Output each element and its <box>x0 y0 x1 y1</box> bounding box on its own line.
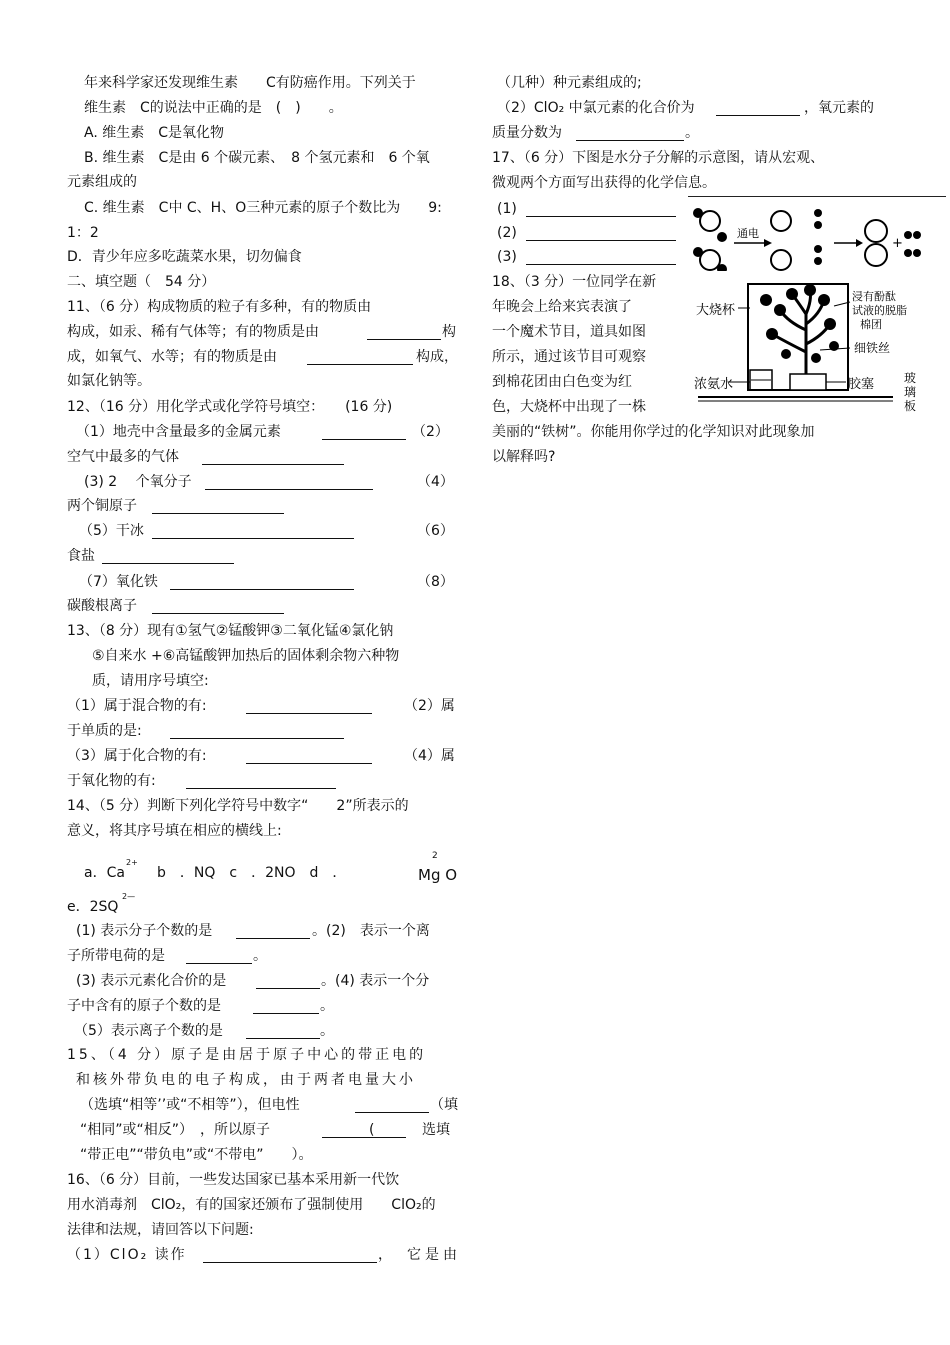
q12-blank-6[interactable] <box>102 551 234 564</box>
q14-item2: 。(2) 表示一个离 <box>312 923 430 939</box>
q14-line2: 意义，将其序号填在相应的横线上: <box>67 823 282 839</box>
q18-line2: 年晚会上给来宾表演了 <box>492 299 632 315</box>
water-decomposition-figure <box>688 196 946 271</box>
q14-symbol-d: Mg O <box>418 866 458 884</box>
q13-item4: 于氧化物的有: <box>67 773 156 789</box>
q11-line3-end: 构成， <box>416 349 458 365</box>
molecule-o-atom <box>771 211 791 231</box>
q12-item8: 碳酸根离子 <box>67 598 137 614</box>
label-stopper: 胶塞 <box>848 377 875 392</box>
q12-blank-7[interactable] <box>170 577 354 590</box>
q16-item1-end: ， 它是由 <box>378 1247 461 1263</box>
q13-line2: ⑤自来水 +⑥高锰酸钾加热后的固体剩余物六种物 <box>92 648 400 664</box>
q14-line1: 14、（5 分）判断下列化学符号中数字“ 2”所表示的 <box>67 798 409 814</box>
q13-blank-1[interactable] <box>246 701 372 714</box>
q15-line3: （选填“相等’’或“不相等”），但电性 <box>80 1097 300 1113</box>
q12-item2-num: （2） <box>412 424 449 440</box>
q17-blank-3[interactable] <box>526 252 676 265</box>
q13-line1: 13、（8 分）现有①氢气②锰酸钾③二氧化锰④氯化钠 <box>67 623 394 639</box>
q14-symbols-bcd: b ．NQ c ．2NO d ． <box>157 865 347 881</box>
q14-symbol-e-charge: 2— <box>122 892 136 901</box>
o2-atom <box>865 244 887 266</box>
q12-blank-5[interactable] <box>152 526 354 539</box>
q17-line2: 微观两个方面写出获得的化学信息。 <box>492 175 716 191</box>
q12-item6-num: （6） <box>417 523 454 539</box>
q10-option-a: A. 维生素 C是氧化物 <box>84 125 225 141</box>
q15-line1: 15、（4 分）原子是由居于原子中心的带正电的 <box>67 1047 427 1063</box>
q12-item7: （7）氧化铁 <box>79 574 158 590</box>
q17-item2: (2) <box>497 225 517 241</box>
q12-item5: （5）干冰 <box>79 523 144 539</box>
q14-item3: (3) 表示元素化合价的是 <box>76 973 227 989</box>
q16-item1: （1）ClO₂ 读作 <box>67 1247 187 1263</box>
q17-blank-2[interactable] <box>526 228 676 241</box>
q12-blank-1[interactable] <box>322 427 406 440</box>
q15-line4-end: 选填 <box>422 1122 450 1138</box>
q15-line3-end: （填 <box>430 1097 458 1113</box>
label-glass-3: 板 <box>904 399 917 413</box>
q10-option-b: B. 维生素 C是由 6 个碳元素、 8 个氢元素和 6 个氧 <box>84 150 430 166</box>
q13-blank-3[interactable] <box>246 751 372 764</box>
q12-item1: （1）地壳中含量最多的金属元素 <box>76 424 281 440</box>
q14-item2-end: 。 <box>253 948 267 964</box>
molecule-o-atom <box>700 250 720 270</box>
q15-line5: “带正电”“带负电”或“不带电” ）。 <box>80 1147 313 1163</box>
q12-blank-8[interactable] <box>152 601 284 614</box>
label-cotton-1: 浸有酚酞 <box>852 290 896 303</box>
q11-line4: 如氯化钠等。 <box>67 373 151 389</box>
q12-item3: (3) 2 个氧分子 <box>84 474 192 490</box>
water-decomposition-diagram <box>688 197 946 271</box>
q16-line3: 法律和法规，请回答以下问题: <box>67 1222 254 1238</box>
q14-symbol-e: e．2SQ <box>67 899 119 915</box>
q13-item1: （1）属于混合物的有: <box>67 698 207 714</box>
q12-item2: 空气中最多的气体 <box>67 449 179 465</box>
q16-cont-line1: （几种）种元素组成的; <box>497 75 642 91</box>
q14-symbol-d-valence: 2 <box>432 851 438 861</box>
iron-tree-diagram <box>688 272 946 420</box>
q12-item4: 两个铜原子 <box>67 498 137 514</box>
q18-line4: 所示，通过该节目可观察 <box>492 349 646 365</box>
q15-line4: “相同”或“相反”） ，所以原子 <box>80 1122 271 1138</box>
label-glass-1: 玻 <box>904 371 917 385</box>
q13-item3: （3）属于化合物的有: <box>67 748 207 764</box>
q10-option-c: C. 维生素 C中 C、H、O三种元素的原子个数比为 9: <box>84 200 442 216</box>
q14-item1: (1) 表示分子个数的是 <box>76 923 213 939</box>
rubber-stopper <box>790 374 826 390</box>
q13-item2: 于单质的是: <box>67 723 142 739</box>
q18-line6: 色，大烧杯中出现了一株 <box>492 399 646 415</box>
q16-blank-3[interactable] <box>576 128 684 141</box>
q14-item4-end: 。 <box>320 998 334 1014</box>
q14-blank-1[interactable] <box>236 926 310 939</box>
q17-line1: 17、（6 分）下图是水分子分解的示意图，请从宏观、 <box>492 150 825 166</box>
molecule-o-atom <box>771 250 791 270</box>
q13-item2-num: （2）属 <box>404 698 455 714</box>
q18-line7: 美丽的“铁树”。你能用你学过的化学知识对此现象加 <box>492 424 815 440</box>
q14-symbol-a-charge: 2+ <box>126 858 138 867</box>
q13-blank-4[interactable] <box>186 776 336 789</box>
electrolysis-label: 通电 <box>737 227 759 240</box>
q14-blank-2[interactable] <box>186 951 252 964</box>
q15-line4-paren: ( <box>355 1122 375 1138</box>
q16-item2-end: 。 <box>685 125 699 141</box>
label-large-beaker: 大烧杯 <box>696 303 736 318</box>
q13-line3: 质，请用序号填空: <box>92 673 209 689</box>
label-cotton-2: 试液的脱脂 <box>852 304 907 317</box>
q15-blank-1[interactable] <box>355 1100 429 1113</box>
q18-line1: 18、（3 分）一位同学在新 <box>492 274 657 290</box>
q14-item4-cont: 子中含有的原子个数的是 <box>67 998 221 1014</box>
q13-item4-num: （4）属 <box>404 748 455 764</box>
label-iron-wire: 细铁丝 <box>854 341 891 355</box>
q18-line3: 一个魔术节目，道具如图 <box>492 324 646 340</box>
q14-symbol-a: a．Ca <box>84 865 125 881</box>
q16-blank-1[interactable] <box>203 1250 377 1263</box>
iron-tree-figure <box>688 272 946 420</box>
q14-blank-4[interactable] <box>253 1001 319 1014</box>
q17-item3: (3) <box>497 249 517 265</box>
q16-blank-2[interactable] <box>716 103 800 116</box>
q10-line2: 维生素 C的说法中正确的是 ( ) 。 <box>84 100 343 116</box>
q10-option-d: D．青少年应多吃蔬菜水果，切勿偏食 <box>67 249 302 265</box>
cotton-balls <box>760 284 839 363</box>
q11-line1: 11、（6 分）构成物质的粒子有多种，有的物质由 <box>67 299 372 315</box>
q12-blank-2[interactable] <box>202 452 344 465</box>
o2-atom <box>865 220 887 242</box>
q11-line3: 成，如氧气、水等；有的物质是由 <box>67 349 277 365</box>
label-ammonia: 浓氨水 <box>694 377 734 392</box>
q15-line2: 和核外带负电的电子构成，由于两者电量大小 <box>76 1072 416 1088</box>
q10-line1: 年来科学家还发现维生素 C有防癌作用。下列关于 <box>84 75 416 91</box>
q10-option-c-cont: 1：2 <box>67 225 99 241</box>
q16-item2-cont: 质量分数为 <box>492 125 562 141</box>
q14-item5: （5）表示离子个数的是 <box>74 1023 223 1039</box>
label-glass-2: 璃 <box>904 385 917 399</box>
q12-item4-num: （4） <box>417 474 454 490</box>
molecule-o-atom <box>700 211 720 231</box>
q17-blank-1[interactable] <box>526 204 676 217</box>
q13-blank-2[interactable] <box>170 726 344 739</box>
q14-blank-5[interactable] <box>246 1026 320 1039</box>
label-cotton-3: 棉团 <box>860 318 882 331</box>
q12-item6: 食盐 <box>67 548 95 564</box>
q14-item4: 。(4) 表示一个分 <box>321 973 430 989</box>
q18-line8: 以解释吗? <box>492 449 556 465</box>
q12-blank-4[interactable] <box>152 501 284 514</box>
q14-item2-cont: 子所带电荷的是 <box>67 948 165 964</box>
q12-item8-num: （8） <box>417 574 454 590</box>
q11-line2-end: 构 <box>442 324 456 340</box>
q14-blank-3[interactable] <box>256 976 320 989</box>
q17-item1: (1) <box>497 201 517 217</box>
q16-item2: （2）ClO₂ 中氯元素的化合价为 <box>497 100 695 116</box>
q14-item5-end: 。 <box>320 1023 334 1039</box>
q16-line1: 16、（6 分）目前，一些发达国家已基本采用新一代饮 <box>67 1172 400 1188</box>
q16-item2-mid: ，氧元素的 <box>804 100 874 116</box>
q11-blank-2[interactable] <box>307 352 413 365</box>
q12-title: 12、（16 分）用化学式或化学符号填空： (16 分) <box>67 399 393 415</box>
q11-blank-1[interactable] <box>367 327 441 340</box>
q18-line5: 到棉花团由白色变为红 <box>492 374 632 390</box>
q16-line2: 用水消毒剂 ClO₂，有的国家还颁布了强制使用 ClO₂的 <box>67 1197 436 1213</box>
svg-text:+: + <box>892 236 903 251</box>
q12-blank-3[interactable] <box>205 477 373 490</box>
q11-line2: 构成，如汞、稀有气体等；有的物质是由 <box>67 324 319 340</box>
section-2-title: 二、填空题（ 54 分） <box>67 274 216 290</box>
q10-option-b-cont: 元素组成的 <box>67 174 137 190</box>
